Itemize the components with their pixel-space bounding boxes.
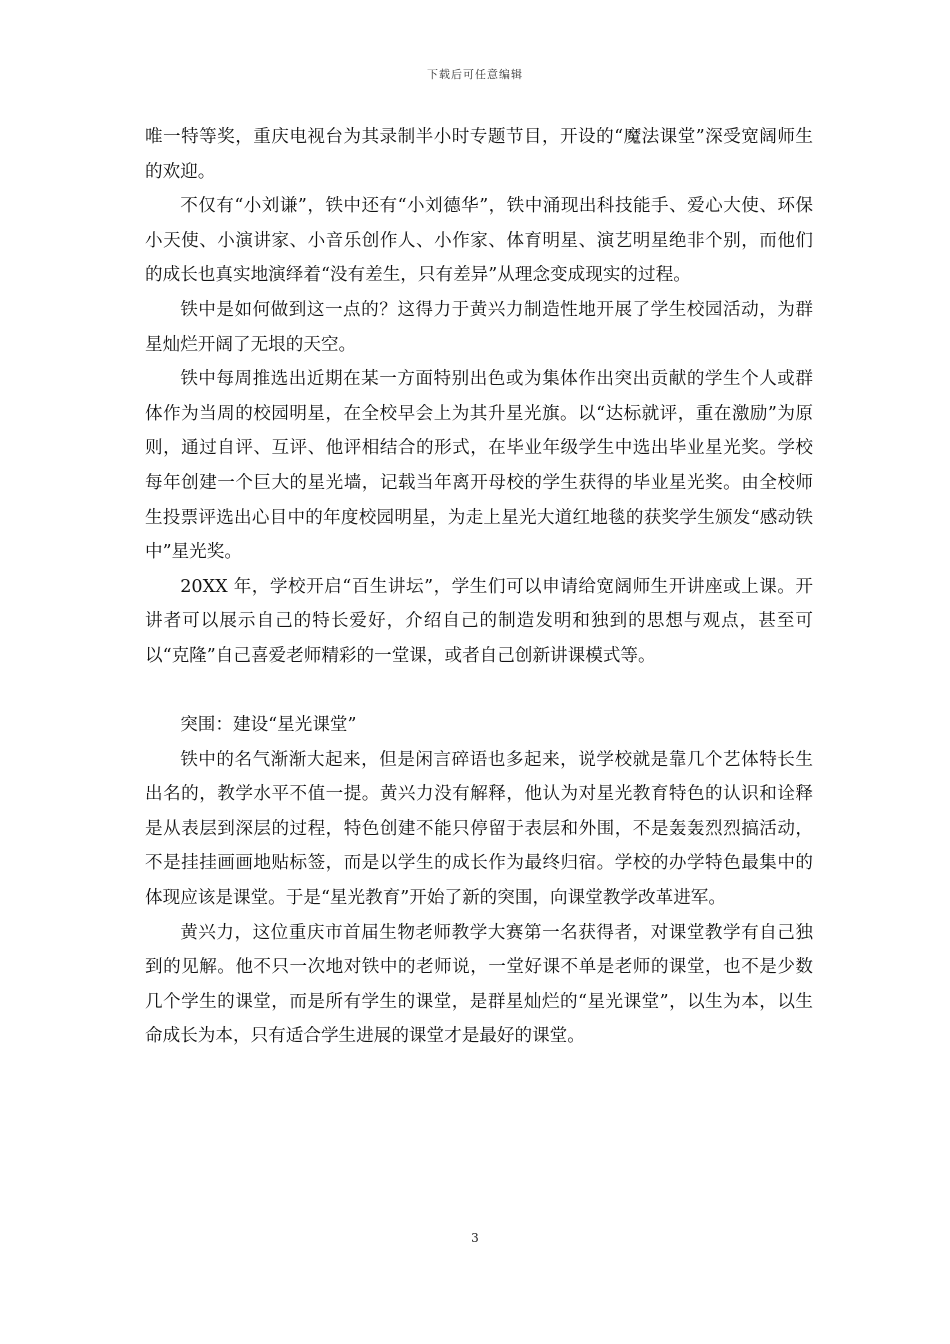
paragraph-continued: 唯一特等奖，重庆电视台为其录制半小时专题节目，开设的“魔法课堂”深受宽阔师生的欢迎。 (145, 127, 813, 182)
paragraph: 黄兴力，这位重庆市首届生物老师教学大赛第一名获得者，对课堂教学有自己独到的见解。他不只一次地对铁中的老师说，一堂好课不单是老师的课堂，也不是少数几个学生的课堂，而是所有学生的课堂，是群星灿烂的“星光课堂”，以生为本，以生命成长为本，只有适合学生进展的课堂才是最好的课堂。 (145, 922, 813, 1047)
section-heading: 突围：建设“星光课堂” (180, 715, 357, 736)
page-header: 下载后可任意编辑 (427, 68, 523, 81)
document-body (145, 120, 813, 1054)
paragraph: 铁中是如何做到这一点的？这得力于黄兴力制造性地开展了学生校园活动，为群星灿烂开阔了无垠的天空。 (145, 299, 813, 355)
paragraph: 20XX 年，学校开启“百生讲坛”，学生们可以申请给宽阔师生开讲座或上课。开讲者可以展示自己的特长爱好，介绍自己的制造发明和独到的思想与观点，甚至可以“克隆”自己喜爱老师精彩的一堂课，或者自己创新讲课模式等。 (145, 576, 813, 666)
paragraph: 铁中的名气渐渐大起来，但是闲言碎语也多起来，说学校就是靠几个艺体特长生出名的，教学水平不值一提。黄兴力没有解释，他认为对星光教育特色的认识和诠释是从表层到深层的过程，特色创建不能只停留于表层和外围，不是轰轰烈烈搞活动，不是挂挂画画地贴标签，而是以学生的成长作为最终归宿。学校的办学特色最集中的体现应该是课堂。于是“星光教育”开始了新的突围，向课堂教学改革进军。 (145, 749, 813, 909)
page-number: 3 (471, 1231, 479, 1245)
paragraph: 不仅有“小刘谦”，铁中还有“小刘德华”，铁中涌现出科技能手、爱心大使、环保小天使、小演讲家、小音乐创作人、小作家、体育明星、演艺明星绝非个别，而他们的成长也真实地演绎着“没有差生，只有差异”从理念变成现实的过程。 (145, 196, 813, 286)
paragraph: 铁中每周推选出近期在某一方面特别出色或为集体作出突出贡献的学生个人或群体作为当周的校园明星，在全校早会上为其升星光旗。以“达标就评，重在激励”为原则，通过自评、互评、他评相结合的形式，在毕业年级学生中选出毕业星光奖。学校每年创建一个巨大的星光墙，记载当年离开母校的学生获得的毕业星光奖。由全校师生投票评选出心目中的年度校园明星，为走上星光大道红地毯的获奖学生颁发“感动铁中”星光奖。 (145, 369, 813, 563)
blank-line (145, 674, 813, 709)
